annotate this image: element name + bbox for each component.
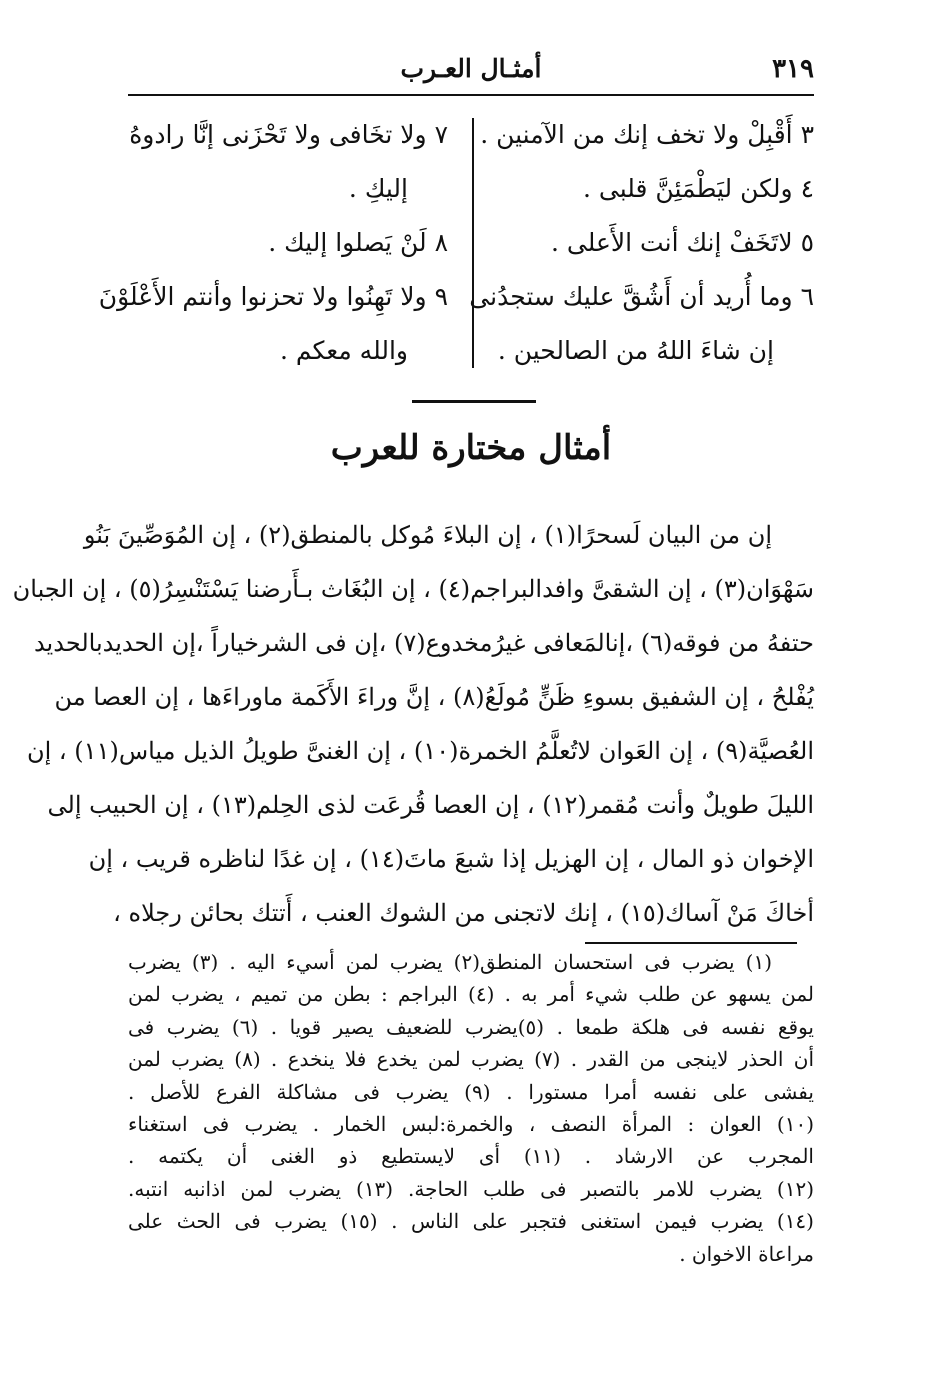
footnotes (128, 946, 814, 1270)
verse-line: ٣ أَقْبِلْ ولا تخف إنك من الآمنين . (480, 120, 814, 149)
verse-line: ٦ وما أُريد أن أَشُقَّ عليك ستجدُنى (469, 282, 814, 311)
verse-line: ٧ ولا تخَافى ولا تَحْزَنى إنَّا رادوهُ (129, 120, 448, 149)
verse-line: إليكِ . (348, 174, 408, 203)
paragraph-line: العُصيَّة(٩) ، إن العَوان لاتُعلَّمُ الخمرة(١٠) ، إن الغنىَّ طويلُ الذيل مياس(١١) ، إن (27, 737, 814, 765)
paragraph-line: الإخوان ذو المال ، إن الهزيل إذا شبعَ ماتَ(١٤) ، إن غدًا لناظره قريب ، إن (88, 845, 814, 873)
proverbs-paragraph (12, 508, 814, 940)
footnote-line: (١٠) العوان : المرأة النصف ، والخمرة:لبس الخمار . يضرب فى استغناء (128, 1111, 814, 1136)
verse-line: ٩ ولا تَهِنُوا ولا تحزنوا وأنتم الأَعْلَوْنَ (98, 282, 448, 311)
verse-line: والله معكم . (279, 336, 408, 365)
paragraph-line: حتفهُ من فوقه(٦) ،إنالمَعافى غيرُمخدوع(٧) ،إن فى الشرخياراً ،إن الحديدبالحديد (33, 629, 814, 657)
paragraph-line: إن من البيان لَسحرًا(١) ، إن البلاءَ مُوكل بالمنطق(٢) ، إن المُوَصِّينَ بَنُو (83, 521, 772, 549)
verse-block (98, 108, 814, 376)
verse-line: ٤ ولكن ليَطْمَئِنَّ قلبى . (582, 174, 814, 203)
paragraph-line: أخاكَ مَنْ آساك(١٥) ، إنك لاتجنى من الشوك العنب ، أَتتك بحائن رجلاه ، (113, 899, 814, 927)
footnote-line: (١) يضرب فى استحسان المنطق(٢) يضرب لمن أسيء اليه . (٣) يضرب (128, 950, 773, 974)
paragraph-line: سَهْوَان(٣) ، إن الشقىَّ وافدالبراجم(٤) ، إن البُغَاث بـأَرضنا يَسْتَنْسِرُ(٥) ، إن الجبان (12, 575, 814, 603)
verse-column-left (98, 108, 448, 378)
footnote-line: لمن يسهو عن طلب شيء أمر به . (٤) البراجم : بطن من تميم ، يضرب لمن (128, 982, 814, 1007)
verse-line: ٥ لاتَخَفْ إنك أنت الأَعلى . (550, 228, 814, 257)
footnote-line: أن الحذر لاينجى من القدر . (٧) يضرب لمن يخدع فلا ينخدع . (٨) يضرب لمن (128, 1047, 815, 1072)
running-title: أمثـال العـرب (400, 54, 542, 83)
footnote-line: يفشى على نفسه أمرا مستورا . (٩) يضرب فى مشاكلة الفرع للأصل . (128, 1079, 814, 1104)
page-header (128, 50, 814, 96)
footnote-line: (١٤) يضرب فيمن استغنى فتجبر على الناس . (١٥) يضرب فى الحث على (128, 1209, 814, 1234)
footnote-line: المجرب عن الارشاد . (١١) أى لايستطيع ذو الغنى أن يكتمه . (128, 1144, 814, 1169)
column-divider (472, 118, 474, 368)
paragraph-line: يُفْلحُ ، إن الشفيق بسوءِ ظَنٍّ مُولَعُ(٨) ، إنَّ وراءَ الأَكَمة ماوراءَها ، إن العصا من (54, 683, 814, 711)
verse-line: ٨ لَنْ يَصلوا إليك . (268, 228, 448, 257)
verse-line: إن شاءَ اللهُ من الصالحين . (497, 336, 774, 365)
section-title: أمثال مختارة للعرب (330, 428, 612, 468)
verse-column-right (469, 108, 814, 378)
paragraph-line: الليلَ طويلٌ وأنت مُقمر(١٢) ، إن العصا قُرعَت لذى الحِلم(١٣) ، إن الحبيب إلى (47, 791, 814, 819)
footnote-divider (585, 942, 797, 944)
section-divider (412, 400, 536, 403)
footnote-line: يوقع نفسه فى هلكة طمعا . (٥)يضرب للضعيف يصير قويا . (٦) يضرب فى (128, 1014, 814, 1039)
page-number: ٣١٩ (772, 54, 814, 84)
footnote-line: (١٢) يضرب للامر بالتصبر فى طلب الحاجة. (١٣) يضرب لمن اذانبه انتبه. (128, 1176, 814, 1201)
footnote-line: مراعاة الاخوان . (679, 1241, 814, 1266)
